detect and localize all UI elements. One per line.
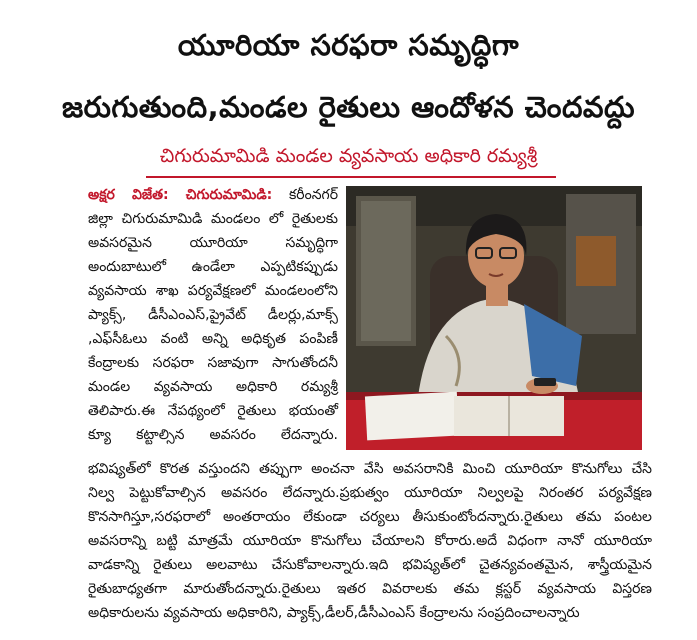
- body-line: ప్యాక్స్, డీసీఎంఎస్,ప్రైవేట్ డీలర్లు,మాక్స్: [88, 307, 338, 323]
- body-line: నిల్వ పెట్టుకోవాల్సిన అవసరం లేదన్నారు.ప్రభుత్వం యూరియా నిల్వలపై నిరంతర పర్యవేక్షణ: [88, 485, 652, 501]
- body-text: కరీంనగర్: [289, 187, 338, 203]
- photo-document: [365, 392, 459, 441]
- body-line: వ్యవసాయ శాఖ పర్యవేక్షణలో మండలంలోని: [88, 283, 338, 299]
- cropped-previous-line: [0, 0, 697, 8]
- body-line: కేంద్రాలకు సరఫరా సజావుగా సాగుతోందనీ: [88, 355, 338, 371]
- body-line: క్యూ కట్టాల్సిన అవసరం లేదన్నారు.: [88, 427, 338, 443]
- photo-window-pane: [361, 201, 411, 341]
- officer-photo-illustration: [346, 186, 642, 450]
- body-line: మండల వ్యవసాయ అధికారి రమ్యశ్రీ: [88, 379, 338, 395]
- body-line: భవిష్యత్‌లో కొరత వస్తుందని తప్పుగా అంచనా వేసి అవసరానికి మించి యూరియా కొనుగోలు చేసి: [88, 461, 652, 477]
- body-line: ,ఎఫ్‌సీఓలు వంటి అన్ని అధికృత పంపిణీ: [88, 331, 338, 347]
- headline-line-1: యూరియా సరఫరా సమృద్ధిగా: [177, 28, 520, 62]
- body-line: అవసరమైన యూరియా సమృద్ధిగా: [88, 235, 338, 251]
- body-line: కొనసాగిస్తూ,సరఫరాలో అంతరాయం లేకుండా చర్యలు తీసుకుంటోందన్నారు.రైతులు తమ పంటల: [88, 509, 652, 525]
- dateline: అక్షర విజేత: చిగురుమామిడి:: [88, 187, 273, 203]
- body-line: తెలిపారు.ఈ నేపథ్యంలో రైతులు భయంతో: [88, 403, 338, 419]
- headline-line-2: జరుగుతుంది,మండల రైతులు ఆందోళన చెందవద్దు: [61, 90, 636, 124]
- subheadline-underline: [146, 176, 556, 178]
- photo-chair: [576, 236, 616, 286]
- body-line: జిల్లా చిగురుమామిడి మండలం లో రైతులకు: [88, 211, 338, 227]
- body-line: అవసరాన్ని బట్టి మాత్రమే యూరియా కొనుగోలు చేయాలని కోరారు.అదే విధంగా నానో యూరియా: [88, 533, 652, 549]
- subheadline: చిగురుమామిడి మండల వ్యవసాయ అధికారి రమ్యశ్రీ: [159, 145, 538, 167]
- body-line: అధికారులను వ్యవసాయ అధికారిని, ప్యాక్స్,డీలర్,డీసీఎంఎస్ కేంద్రాలను సంప్రదించాలన్నారు: [88, 605, 580, 621]
- officer-photo: [346, 186, 642, 450]
- photo-phone: [534, 378, 556, 386]
- body-line: వాడకాన్ని రైతులు అలవాటు చేసుకోవాలన్నారు.ఇది భవిష్యత్‌లో చైతన్యవంతమైన, శాస్త్రీయమైన: [88, 557, 652, 573]
- body-line: [88, 185, 338, 205]
- body-line: రైతుబాధ్యతగా మారుతోందన్నారు.రైతులు ఇతర వివరాలకు తమ క్లస్టర్ వ్యవసాయ విస్తరణ: [88, 581, 652, 597]
- body-line: అందుబాటులో ఉండేలా ఎప్పటికప్పుడు: [88, 259, 338, 275]
